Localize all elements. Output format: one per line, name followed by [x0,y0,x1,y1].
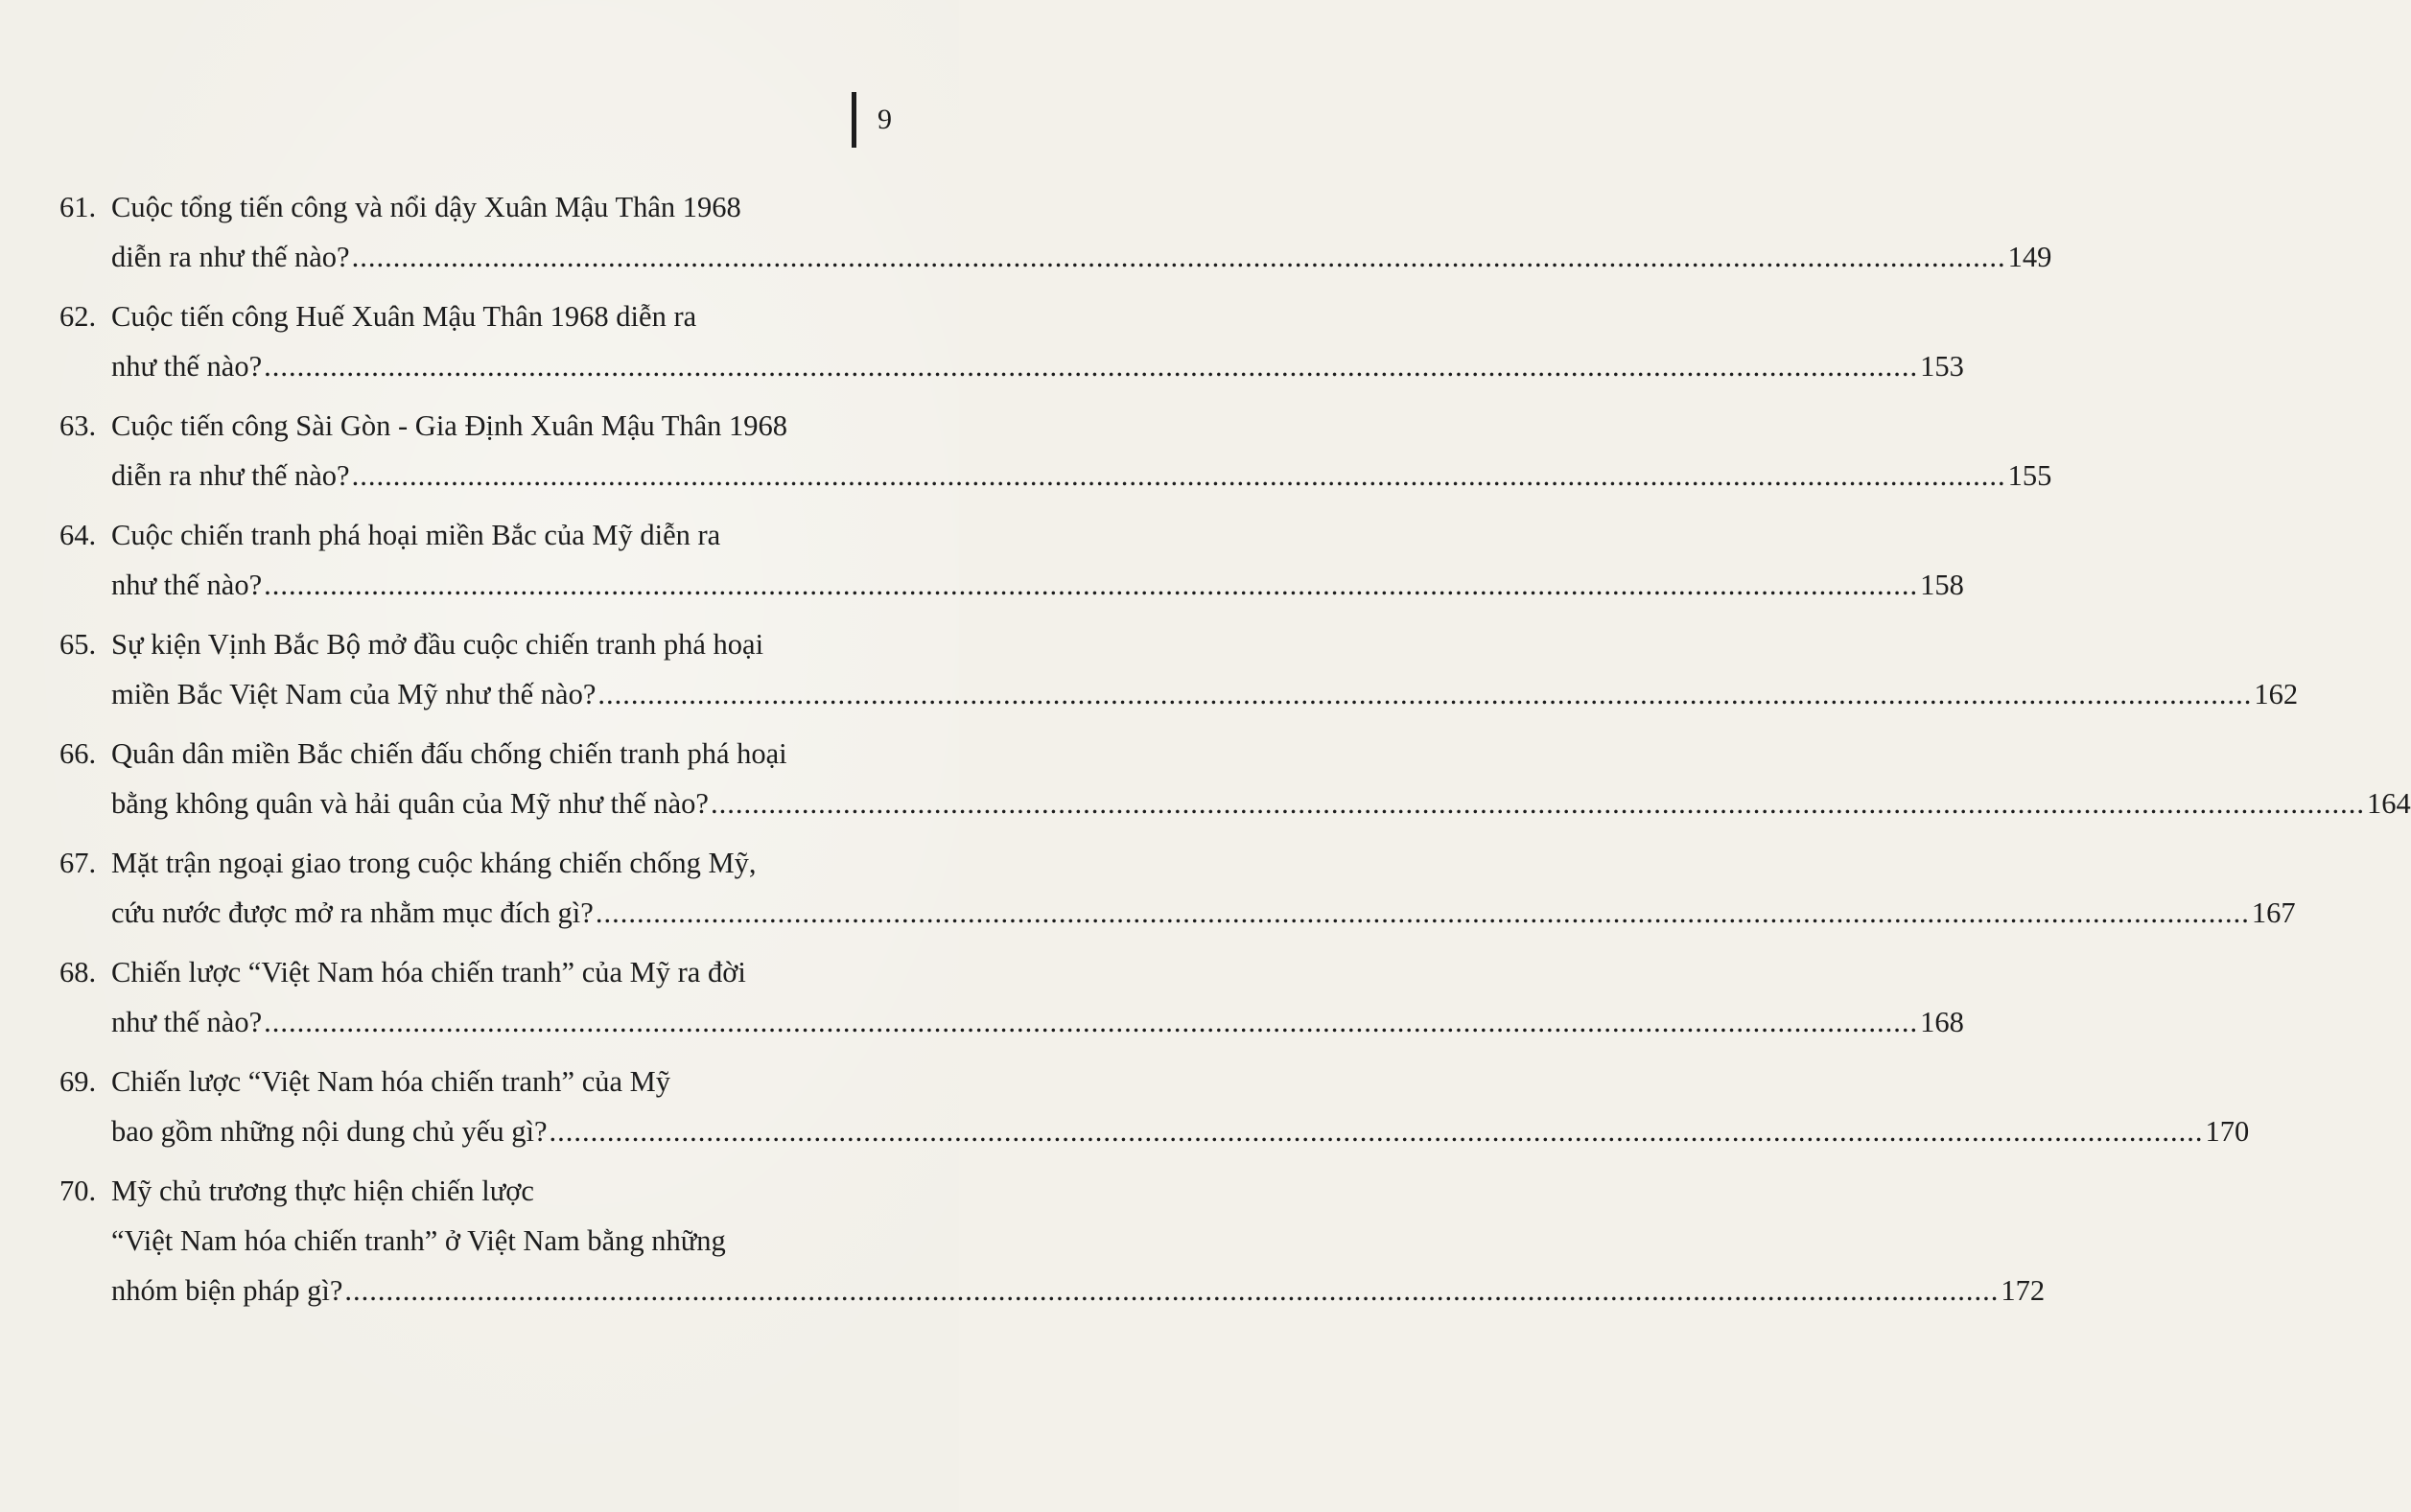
toc-entry [59,1057,2250,1156]
page-number: 9 [878,104,892,135]
toc-entry-line-text: nhóm biện pháp gì? [111,1274,343,1307]
dot-leader: ........................................................................................................................................................................................................ [597,678,2253,710]
toc-entry-line-text: bao gồm những nội dung chủ yếu gì? [111,1115,548,1148]
table-of-contents [59,182,2411,1325]
toc-entry-number: 62. [59,300,97,333]
toc-entry-title [111,510,1964,610]
toc-entry-line-text: như thế nào? [111,1006,263,1038]
toc-entry-line-text: miền Bắc Việt Nam của Mỹ như thế nào? [111,678,597,710]
dot-leader: ........................................................................................................................................................................................................ [264,569,1919,601]
toc-entry-page: 167 [2251,896,2296,929]
toc-entry-title [111,291,1964,391]
toc-entry-line: Cuộc chiến tranh phá hoại miền Bắc của Mỹ diễn ra [111,519,721,551]
toc-entry-title [111,401,2052,500]
toc-entry-number: 69. [59,1065,97,1098]
toc-entry-line-text: diễn ra như thế nào? [111,459,350,492]
toc-entry-line: Mỹ chủ trương thực hiện chiến lược [111,1175,534,1207]
dot-leader: ........................................................................................................................................................................................................ [710,787,2365,820]
toc-entry-number: 61. [59,191,97,223]
toc-entry-last-line [111,888,2296,938]
toc-entry-title [111,947,1964,1047]
toc-entry-number: 64. [59,519,97,551]
toc-entry-title [111,838,2296,938]
toc-entry [59,291,1964,391]
toc-entry-number: 67. [59,847,97,879]
dot-leader: ........................................................................................................................................................................................................ [351,459,2006,492]
dot-leader: ........................................................................................................................................................................................................ [549,1115,2204,1148]
toc-entry-last-line [111,341,1964,391]
toc-entry-last-line [111,560,1964,610]
toc-entry-line: Sự kiện Vịnh Bắc Bộ mở đầu cuộc chiến tranh phá hoại [111,628,764,661]
toc-entry-line-text: bằng không quân và hải quân của Mỹ như thế nào? [111,787,709,820]
dot-leader: ........................................................................................................................................................................................................ [264,1006,1919,1038]
toc-entry-page: 172 [2001,1274,2046,1307]
toc-entry [59,510,1964,610]
toc-entry-last-line [111,669,2299,719]
toc-entry-last-line [111,779,2411,828]
toc-entry-line-text: như thế nào? [111,569,263,601]
dot-leader: ........................................................................................................................................................................................................ [264,350,1919,383]
toc-entry-last-line [111,1266,2046,1315]
toc-entry-line: Mặt trận ngoại giao trong cuộc kháng chiến chống Mỹ, [111,847,757,879]
dot-leader: ........................................................................................................................................................................................................ [344,1274,2000,1307]
toc-entry-line-text: cứu nước được mở ra nhằm mục đích gì? [111,896,594,929]
toc-entry-number: 63. [59,409,97,442]
toc-entry-line: Chiến lược “Việt Nam hóa chiến tranh” của Mỹ ra đời [111,956,746,989]
toc-entry-page: 168 [1920,1006,1964,1038]
toc-entry-title [111,1057,2250,1156]
toc-entry-page: 158 [1920,569,1964,601]
dot-leader: ........................................................................................................................................................................................................ [595,896,2250,929]
toc-entry-line: “Việt Nam hóa chiến tranh” ở Việt Nam bằng những [111,1224,726,1257]
toc-entry [59,401,2052,500]
toc-entry-number: 65. [59,628,97,661]
toc-entry-title [111,729,2411,828]
toc-entry-line-text: như thế nào? [111,350,263,383]
toc-entry-line: Cuộc tổng tiến công và nổi dậy Xuân Mậu Thân 1968 [111,191,741,223]
toc-entry-line: Cuộc tiến công Sài Gòn - Gia Định Xuân Mậu Thân 1968 [111,409,788,442]
toc-entry-page: 170 [2205,1115,2250,1148]
toc-entry-last-line [111,1106,2250,1156]
toc-entry-title [111,182,2052,282]
toc-entry [59,619,2299,719]
toc-entry [59,838,2296,938]
toc-entry [59,1166,2046,1315]
toc-entry-page: 149 [2007,241,2052,273]
toc-entry-number: 68. [59,956,97,989]
toc-entry-page: 153 [1920,350,1964,383]
toc-entry-line-text: diễn ra như thế nào? [111,241,350,273]
toc-entry-last-line [111,997,1964,1047]
toc-entry-title [111,1166,2046,1315]
toc-entry-number: 70. [59,1175,97,1207]
toc-entry [59,182,2052,282]
toc-entry-line: Quân dân miền Bắc chiến đấu chống chiến tranh phá hoại [111,737,787,770]
toc-entry-line: Cuộc tiến công Huế Xuân Mậu Thân 1968 diễn ra [111,300,697,333]
toc-entry-title [111,619,2299,719]
toc-entry [59,947,1964,1047]
toc-entry-last-line [111,451,2052,500]
toc-entry-page: 164 [2366,787,2411,820]
toc-entry [59,729,2411,828]
toc-entry-last-line [111,232,2052,282]
toc-entry-number: 66. [59,737,97,770]
toc-entry-line: Chiến lược “Việt Nam hóa chiến tranh” của Mỹ [111,1065,671,1098]
page-header [852,92,892,148]
toc-entry-page: 155 [2007,459,2052,492]
toc-entry-page: 162 [2254,678,2299,710]
header-rule [852,92,856,148]
dot-leader: ........................................................................................................................................................................................................ [351,241,2006,273]
